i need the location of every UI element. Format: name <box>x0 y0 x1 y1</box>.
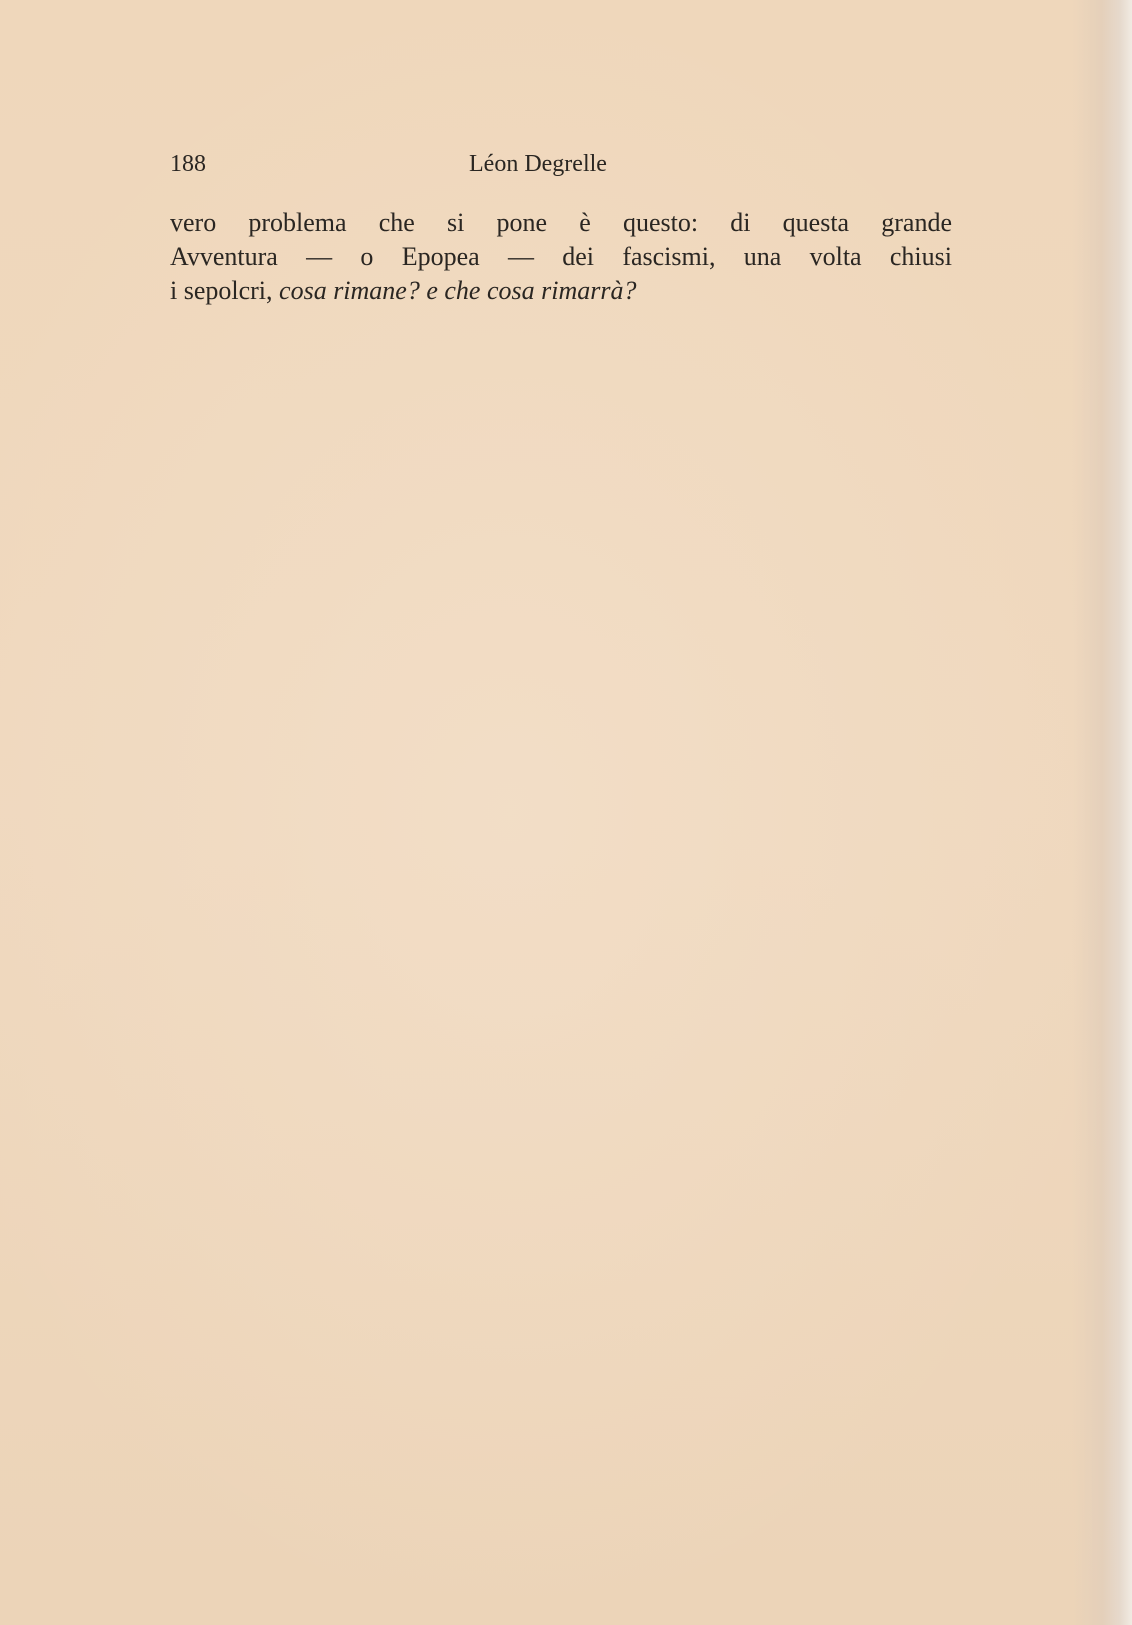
running-head <box>170 146 950 182</box>
text-line-3 <box>170 274 952 308</box>
text-line-2: Avventura — o Epopea — dei fascismi, una volta chiusi <box>170 242 952 271</box>
running-title: Léon Degrelle <box>469 151 607 177</box>
page-number: 188 <box>170 151 206 177</box>
text-line-3-italic: cosa rimane? e che cosa rimarrà? <box>279 276 637 305</box>
body-paragraph <box>170 206 952 308</box>
page-gutter-shadow <box>1072 0 1132 1625</box>
text-line-1: vero problema che si pone è questo: di questa grande <box>170 208 952 237</box>
text-line-3-start: i sepolcri, <box>170 276 280 305</box>
